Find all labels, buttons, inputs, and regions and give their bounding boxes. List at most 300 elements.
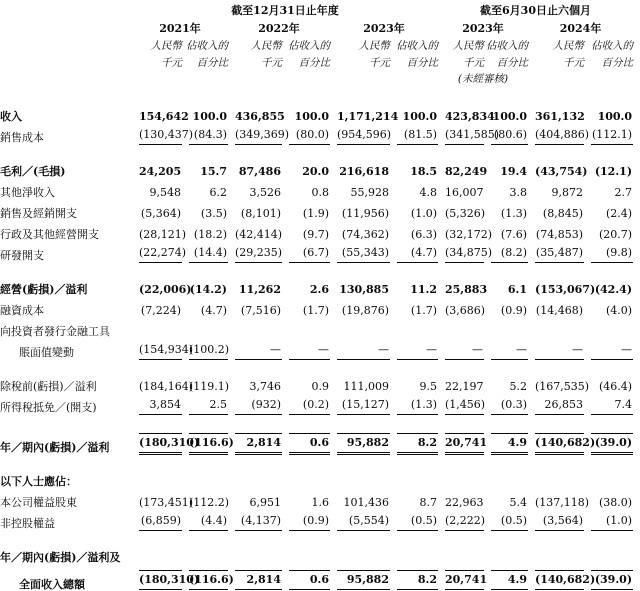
percent-cell: [182, 179, 228, 200]
row-label: 全面收入總額: [19, 578, 85, 591]
percent-cell: [390, 544, 438, 565]
subheader-row-1: [0, 36, 633, 53]
amount-cell: [438, 158, 488, 179]
currency-label: 人民幣: [452, 40, 484, 52]
cell-value: 436,855: [235, 110, 285, 123]
cell-value: 100.0: [402, 110, 437, 123]
cell-value: (167,535): [535, 380, 590, 393]
cell-value: [289, 475, 330, 489]
cell-value: [235, 551, 282, 565]
amount-cell: [132, 565, 200, 591]
cell-value: [591, 475, 633, 489]
percent-cell: [182, 373, 228, 394]
cell-value: (15,127): [337, 398, 390, 415]
cell-value: 26,853: [535, 398, 584, 415]
cell-value: 95,882: [337, 433, 390, 455]
table-row: [0, 221, 633, 242]
cell-value: (22,274): [139, 246, 182, 263]
table-row: [0, 468, 633, 489]
amount-cell: [438, 468, 484, 489]
row-label: 除稅前(虧損)／溢利: [0, 380, 97, 393]
amount-cell: [438, 339, 484, 360]
cell-value: (6.7): [289, 246, 330, 263]
cell-value: 6,951: [249, 496, 281, 509]
cell-value: (154,934): [139, 343, 182, 360]
year-2022: 2022年: [258, 22, 300, 35]
cell-value: (140,682): [535, 433, 584, 455]
cell-value: (4,137): [235, 514, 282, 531]
row-label: 以下人士應佔：: [0, 475, 77, 488]
amount-cell: [330, 428, 390, 455]
cell-value: (1.7): [410, 304, 437, 317]
cell-value: 154,642: [139, 110, 189, 123]
cell-value: (0.3): [491, 398, 528, 415]
spacer-row: [0, 531, 633, 544]
percent-label: 佔收入的: [591, 40, 634, 52]
percent-cell: [182, 103, 228, 124]
cell-value: 8.7: [419, 496, 437, 509]
cell-value: 0.6: [289, 433, 330, 455]
cell-value: 101,436: [343, 496, 389, 509]
cell-value: —: [397, 343, 438, 360]
cell-value: (0.9): [289, 514, 330, 531]
cell-value: (153,067): [535, 283, 596, 296]
cell-value: (112.1): [591, 128, 633, 145]
percent-cell: [484, 468, 528, 489]
cell-value: [189, 475, 228, 489]
table-row: [0, 394, 633, 415]
period-group-annual: 截至12月31日止年度: [231, 4, 339, 17]
amount-cell: [528, 276, 596, 297]
amount-cell: [330, 510, 390, 531]
cell-value: 2.5: [189, 398, 228, 415]
cell-value: [445, 325, 484, 339]
cell-value: (1,456): [445, 398, 484, 415]
cell-value: 9,548: [149, 186, 181, 199]
amount-cell: [132, 339, 194, 360]
amount-cell: [438, 297, 484, 318]
cell-value: —: [491, 343, 528, 360]
percent-cell: [390, 124, 438, 145]
cell-value: [491, 475, 528, 489]
percent-cell: [182, 158, 228, 179]
cell-value: 4.8: [419, 186, 437, 199]
cell-value: [397, 551, 438, 565]
amount-cell: [228, 318, 282, 339]
currency-label: 人民幣: [358, 40, 390, 52]
amount-cell: [528, 200, 584, 221]
amount-cell: [528, 394, 584, 415]
table-row: [0, 297, 633, 318]
percent-cell: [584, 242, 633, 263]
amount-cell: [228, 276, 282, 297]
percent-cell: [390, 489, 438, 510]
percent-cell: [282, 103, 330, 124]
percent-cell: [584, 339, 633, 360]
percent-cell: [282, 394, 330, 415]
financial-table: [0, 2, 633, 591]
cell-value: [337, 325, 390, 339]
percent-cell: [182, 339, 228, 360]
cell-value: (80.6): [491, 128, 528, 145]
cell-value: 20.0: [302, 165, 329, 178]
cell-value: (35,487): [535, 246, 584, 263]
cell-value: (8,845): [542, 207, 583, 220]
amount-cell: [132, 394, 182, 415]
cell-value: 2.6: [309, 283, 329, 296]
currency-label: 人民幣: [250, 40, 282, 52]
cell-value: 4.9: [491, 570, 528, 591]
amount-cell: [438, 276, 488, 297]
amount-cell: [330, 339, 390, 360]
cell-value: (116.6): [189, 570, 228, 591]
table-row: [0, 318, 633, 339]
cell-value: —: [535, 343, 584, 360]
cell-value: (1.3): [500, 207, 527, 220]
amount-cell: [228, 510, 282, 531]
cell-value: (39.0): [591, 433, 633, 455]
row-label: 所得稅抵免／(開支): [0, 401, 97, 414]
cell-value: [189, 325, 228, 339]
cell-value: (34,875): [445, 246, 484, 263]
cell-value: (1.0): [410, 207, 437, 220]
cell-value: (3,686): [445, 304, 486, 317]
year-2021: 2021年: [159, 22, 201, 35]
percent-cell: [182, 200, 228, 221]
amount-cell: [438, 103, 495, 124]
percent-cell: [484, 394, 528, 415]
cell-value: [139, 551, 182, 565]
percent-cell: [484, 544, 528, 565]
table-row: [0, 242, 633, 263]
percent-cell: [484, 428, 528, 455]
header-spacer: [0, 70, 438, 86]
cell-value: 95,882: [337, 570, 390, 591]
percent-cell: [584, 103, 633, 124]
amount-cell: [228, 103, 285, 124]
amount-cell: [438, 565, 488, 591]
percent-cell: [282, 318, 330, 339]
header-spacer: [528, 70, 633, 86]
cell-value: (42.4): [594, 283, 633, 296]
percent-cell: [584, 510, 633, 531]
cell-value: 9.5: [419, 380, 437, 393]
cell-value: 82,249: [445, 165, 488, 178]
percent-cell: [282, 373, 330, 394]
cell-value: (11,956): [341, 207, 389, 220]
percent-cell: [484, 373, 528, 394]
percent-cell: [584, 200, 633, 221]
cell-value: (140,682): [535, 570, 584, 591]
table-row: [0, 544, 633, 565]
cell-value: 100.0: [294, 110, 329, 123]
cell-value: 8.2: [397, 570, 438, 591]
cell-value: 100.0: [192, 110, 227, 123]
row-label: 銷售及經銷開支: [0, 207, 77, 220]
cell-value: (954,596): [337, 128, 390, 145]
amount-cell: [528, 373, 590, 394]
cell-value: 0.8: [311, 186, 329, 199]
cell-value: (42,414): [235, 228, 283, 241]
cell-value: 5.2: [509, 380, 527, 393]
cell-value: (14,468): [535, 304, 583, 317]
percent-cell: [584, 489, 633, 510]
cell-value: 7.4: [591, 398, 633, 415]
cell-value: (4.4): [189, 514, 228, 531]
percent-cell: [390, 565, 438, 591]
amount-cell: [132, 124, 194, 145]
cell-value: —: [591, 343, 633, 360]
cell-value: (6,859): [139, 514, 182, 531]
percent-cell: [584, 394, 633, 415]
cell-value: [591, 551, 633, 565]
percent-cell: [182, 510, 228, 531]
amount-cell: [330, 468, 390, 489]
amount-cell: [330, 103, 399, 124]
amount-cell: [528, 158, 588, 179]
spacer-cell: [0, 455, 633, 468]
amount-cell: [132, 200, 182, 221]
percent-cell: [390, 158, 438, 179]
cell-value: (932): [235, 398, 282, 415]
cell-value: (3,564): [535, 514, 584, 531]
percent-cell: [484, 297, 528, 318]
cell-value: 3,854: [139, 398, 182, 415]
table-row: [0, 276, 633, 297]
cell-value: 20,741: [445, 433, 484, 455]
cell-value: 216,618: [339, 165, 389, 178]
spacer-row: [0, 360, 633, 373]
cell-value: (404,886): [535, 128, 584, 145]
table-row: [0, 200, 633, 221]
percent-cell: [182, 394, 228, 415]
amount-cell: [330, 318, 390, 339]
cell-value: (8.2): [491, 246, 528, 263]
cell-value: (5,326): [445, 207, 486, 220]
amount-cell: [330, 124, 390, 145]
row-label: 向投資者發行金融工具: [0, 325, 110, 338]
cell-value: (0.2): [289, 398, 330, 415]
percent-cell: [390, 394, 438, 415]
amount-cell: [528, 468, 584, 489]
amount-cell: [330, 297, 390, 318]
cell-value: 24,205: [139, 165, 182, 178]
cell-value: 55,928: [350, 186, 389, 199]
amount-cell: [330, 276, 390, 297]
percent-cell: [182, 468, 228, 489]
percent-cell: [182, 297, 228, 318]
cell-value: 100.0: [492, 110, 527, 123]
amount-cell: [132, 179, 182, 200]
percent-cell: [484, 200, 528, 221]
cell-value: 423,834: [445, 110, 495, 123]
percent-cell: [182, 428, 234, 455]
currency-unit-label: 千元: [463, 57, 484, 69]
percent-cell: [584, 468, 633, 489]
cell-value: 25,883: [445, 283, 488, 296]
percent-cell: [390, 221, 438, 242]
percent-unit-label: 百分比: [601, 57, 634, 69]
subheader-row-2: [0, 53, 633, 70]
currency-unit-label: 千元: [563, 57, 584, 69]
spacer-row: [0, 455, 633, 468]
year-2023-interim: 2023年: [462, 22, 504, 35]
currency-label: 人民幣: [150, 40, 182, 52]
cell-value: (0.5): [491, 514, 528, 531]
cell-value: 130,885: [339, 283, 389, 296]
amount-cell: [528, 242, 584, 263]
percent-cell: [390, 297, 438, 318]
cell-value: (0.5): [397, 514, 438, 531]
amount-cell: [228, 179, 282, 200]
cell-value: (81.5): [397, 128, 438, 145]
cell-value: 11,262: [238, 283, 281, 296]
percent-cell: [282, 297, 330, 318]
table-row: [0, 124, 633, 145]
cell-value: 0.6: [289, 570, 330, 591]
percent-label: 佔收入的: [486, 40, 528, 52]
amount-cell: [132, 297, 182, 318]
cell-value: (7,224): [140, 304, 181, 317]
cell-value: 111,009: [343, 380, 389, 393]
amount-cell: [438, 318, 484, 339]
cell-value: (2,222): [445, 514, 484, 531]
cell-value: 5.4: [509, 496, 527, 509]
amount-cell: [528, 221, 584, 242]
currency-unit-label: 千元: [261, 57, 282, 69]
unaudited-note: (未經審核): [457, 73, 509, 85]
currency-label: 人民幣: [552, 40, 584, 52]
spacer-row: [0, 145, 633, 158]
cell-value: [535, 475, 584, 489]
percent-cell: [484, 510, 528, 531]
amount-cell: [228, 489, 282, 510]
amount-cell: [438, 373, 484, 394]
year-row: [0, 18, 633, 36]
cell-value: 16,007: [445, 186, 484, 199]
percent-unit-label: 百分比: [406, 57, 438, 69]
amount-cell: [228, 428, 282, 455]
period-group-row: [0, 2, 633, 18]
header-spacer: [0, 36, 132, 53]
amount-cell: [132, 373, 194, 394]
cell-value: (9.7): [302, 228, 329, 241]
cell-value: (14.4): [189, 246, 228, 263]
percent-cell: [390, 179, 438, 200]
cell-value: (18.2): [193, 228, 227, 241]
amount-cell: [330, 544, 390, 565]
cell-value: (12.1): [594, 165, 633, 178]
cell-value: 15.7: [200, 165, 227, 178]
percent-cell: [584, 179, 633, 200]
cell-value: (180,310): [139, 570, 182, 591]
percent-cell: [390, 276, 438, 297]
amount-cell: [132, 242, 187, 263]
percent-cell: [282, 428, 330, 455]
period-group-interim: 截至6月30日止六個月: [480, 4, 591, 17]
row-label: 本公司權益股東: [0, 496, 77, 509]
currency-unit-label: 千元: [161, 57, 182, 69]
row-label: 賬面值變動: [19, 346, 74, 359]
cell-value: (4.0): [605, 304, 633, 317]
cell-value: (14.2): [189, 283, 227, 296]
percent-cell: [484, 489, 528, 510]
amount-cell: [330, 242, 390, 263]
row-label: 行政及其他經營開支: [0, 228, 99, 241]
cell-value: 0.9: [311, 380, 329, 393]
cell-value: (4.7): [397, 246, 438, 263]
cell-value: [139, 325, 182, 339]
amount-cell: [228, 394, 282, 415]
cell-value: (2.4): [605, 207, 633, 220]
amount-cell: [132, 489, 194, 510]
percent-cell: [282, 179, 330, 200]
cell-value: [235, 475, 282, 489]
cell-value: [337, 551, 390, 565]
cell-value: (46.4): [598, 380, 633, 393]
percent-cell: [282, 158, 330, 179]
cell-value: 87,486: [238, 165, 281, 178]
cell-value: 22,963: [445, 496, 484, 509]
cell-value: (19,876): [341, 304, 389, 317]
cell-value: (349,369): [235, 128, 282, 145]
cell-value: (100.2): [189, 343, 228, 360]
row-label: 年／期內(虧損)／溢利: [0, 441, 110, 454]
cell-value: (43,754): [535, 165, 588, 178]
percent-unit-label: 百分比: [196, 57, 228, 69]
cell-value: 3,526: [249, 186, 281, 199]
percent-cell: [390, 373, 438, 394]
cell-value: 9,872: [551, 186, 583, 199]
cell-value: (0.9): [500, 304, 527, 317]
percent-cell: [282, 276, 330, 297]
table-row: [0, 158, 633, 179]
amount-cell: [528, 179, 584, 200]
cell-value: —: [337, 343, 390, 360]
cell-value: [535, 325, 584, 339]
percent-cell: [584, 158, 633, 179]
currency-unit-label: 千元: [369, 57, 390, 69]
cell-value: (5,554): [337, 514, 390, 531]
year-2023: 2023年: [363, 22, 405, 35]
percent-unit-label: 百分比: [298, 57, 330, 69]
amount-cell: [438, 394, 484, 415]
percent-cell: [282, 200, 330, 221]
amount-cell: [528, 489, 590, 510]
amount-cell: [132, 221, 187, 242]
row-label: 其他淨收入: [0, 186, 55, 199]
cell-value: [289, 551, 330, 565]
cell-value: 2.7: [614, 186, 633, 199]
amount-cell: [228, 242, 282, 263]
table-header: [0, 2, 633, 103]
amount-cell: [438, 221, 493, 242]
percent-cell: [484, 158, 528, 179]
amount-cell: [438, 510, 484, 531]
cell-value: 11.2: [410, 283, 437, 296]
cell-value: 19.4: [500, 165, 527, 178]
percent-cell: [282, 242, 330, 263]
amount-cell: [132, 544, 182, 565]
cell-value: —: [445, 343, 484, 360]
percent-cell: [484, 565, 528, 591]
header-spacer: [0, 53, 132, 70]
amount-cell: [528, 103, 584, 124]
cell-value: (22,006): [139, 283, 192, 296]
cell-value: 6.2: [209, 186, 227, 199]
cell-value: (119.1): [189, 380, 230, 393]
cell-value: 4.9: [491, 433, 528, 455]
